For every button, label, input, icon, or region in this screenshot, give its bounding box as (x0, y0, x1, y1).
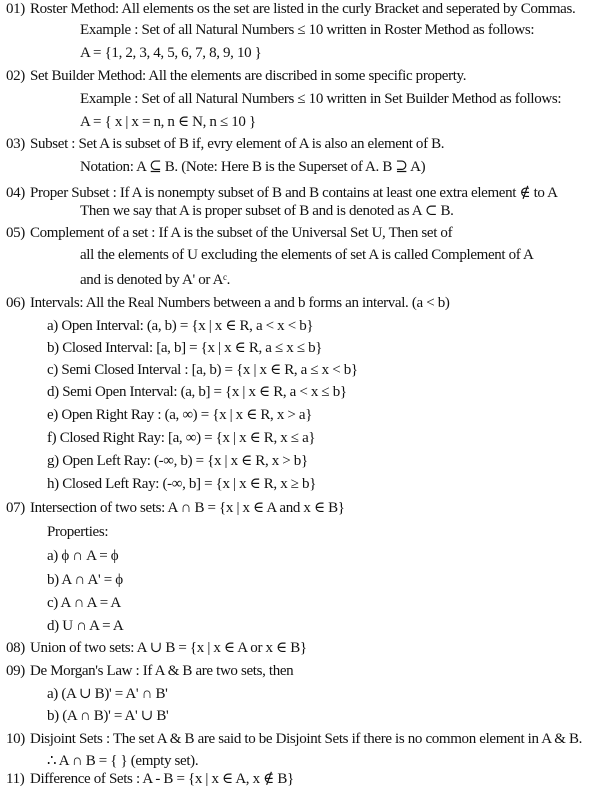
item-number: 03) (6, 136, 25, 152)
line-text: Notation: A ⊆ B. (Note: Here B is the Superset of A. B ⊇ A) (80, 159, 426, 175)
line-text: Union of two sets: A ∪ B = {x | x ∈ A or x ∈ B} (30, 640, 307, 656)
line-text: De Morgan's Law : If A & B are two sets, then (30, 663, 294, 679)
line-text: a) Open Interval: (a, b) = {x | x ∈ R, a < x < b} (47, 318, 314, 334)
line-text: Set Builder Method: All the elements are discribed in some specific property. (30, 68, 467, 84)
line-text: Example : Set of all Natural Numbers ≤ 10 written in Roster Method as follows: (80, 22, 535, 38)
item-number: 06) (6, 295, 25, 311)
item-number: 08) (6, 640, 25, 656)
line-text: Example : Set of all Natural Numbers ≤ 10 written in Set Builder Method as follows: (80, 91, 562, 107)
line-text: Roster Method: All elements os the set are listed in the curly Bracket and seperated by Commas. (30, 1, 576, 17)
item-number: 11) (6, 771, 25, 787)
line-text: Subset : Set A is subset of B if, evry element of A is also an element of B. (30, 136, 445, 152)
line-text: Difference of Sets : A - B = {x | x ∈ A, x ∉ B} (30, 771, 294, 787)
line-text: a) ϕ ∩ A = ϕ (47, 548, 119, 564)
line-text: Intersection of two sets: A ∩ B = {x | x ∈ A and x ∈ B} (30, 500, 345, 516)
item-number: 07) (6, 500, 25, 516)
line-text: A = {1, 2, 3, 4, 5, 6, 7, 8, 9, 10 } (80, 45, 262, 61)
line-text: and is denoted by A' or Aᶜ. (80, 272, 230, 288)
line-text: Proper Subset : If A is nonempty subset of B and B contains at least one extra element ∉ to A (30, 185, 558, 201)
line-text: e) Open Right Ray : (a, ∞) = {x | x ∈ R, x > a} (47, 407, 313, 423)
item-number: 05) (6, 225, 25, 241)
item-number: 01) (6, 1, 25, 17)
item-number: 09) (6, 663, 25, 679)
line-text: d) Semi Open Interval: (a, b] = {x | x ∈ R, a < x ≤ b} (47, 384, 347, 400)
line-text: d) U ∩ A = A (47, 618, 124, 634)
item-number: 10) (6, 731, 25, 747)
line-text: c) Semi Closed Interval : [a, b) = {x | x ∈ R, a ≤ x < b} (47, 362, 358, 378)
line-text: b) Closed Interval: [a, b] = {x | x ∈ R, a ≤ x ≤ b} (47, 340, 323, 356)
line-text: Properties: (47, 524, 109, 540)
line-text: b) A ∩ A' = ϕ (47, 572, 123, 588)
item-number: 04) (6, 185, 25, 201)
line-text: A = { x | x = n, n ∈ N, n ≤ 10 } (80, 114, 256, 130)
line-text: Intervals: All the Real Numbers between a and b forms an interval. (a < b) (30, 295, 450, 311)
line-text: c) A ∩ A = A (47, 595, 121, 611)
line-text: Disjoint Sets : The set A & B are said to be Disjoint Sets if there is no common element in A & B. (30, 731, 583, 747)
line-text: Then we say that A is proper subset of B and is denoted as A ⊂ B. (80, 203, 454, 219)
line-text: Complement of a set : If A is the subset of the Universal Set U, Then set of (30, 225, 453, 241)
line-text: a) (A ∪ B)' = A' ∩ B' (47, 686, 168, 702)
line-text: h) Closed Left Ray: (-∞, b] = {x | x ∈ R, x ≥ b} (47, 476, 317, 492)
line-text: b) (A ∩ B)' = A' ∪ B' (47, 708, 169, 724)
item-number: 02) (6, 68, 25, 84)
line-text: g) Open Left Ray: (-∞, b) = {x | x ∈ R, x > b} (47, 453, 308, 469)
line-text: f) Closed Right Ray: [a, ∞) = {x | x ∈ R, x ≤ a} (47, 430, 316, 446)
line-text: all the elements of U excluding the elements of set A is called Complement of A (80, 247, 534, 263)
line-text: ∴ A ∩ B = { } (empty set). (47, 753, 199, 769)
